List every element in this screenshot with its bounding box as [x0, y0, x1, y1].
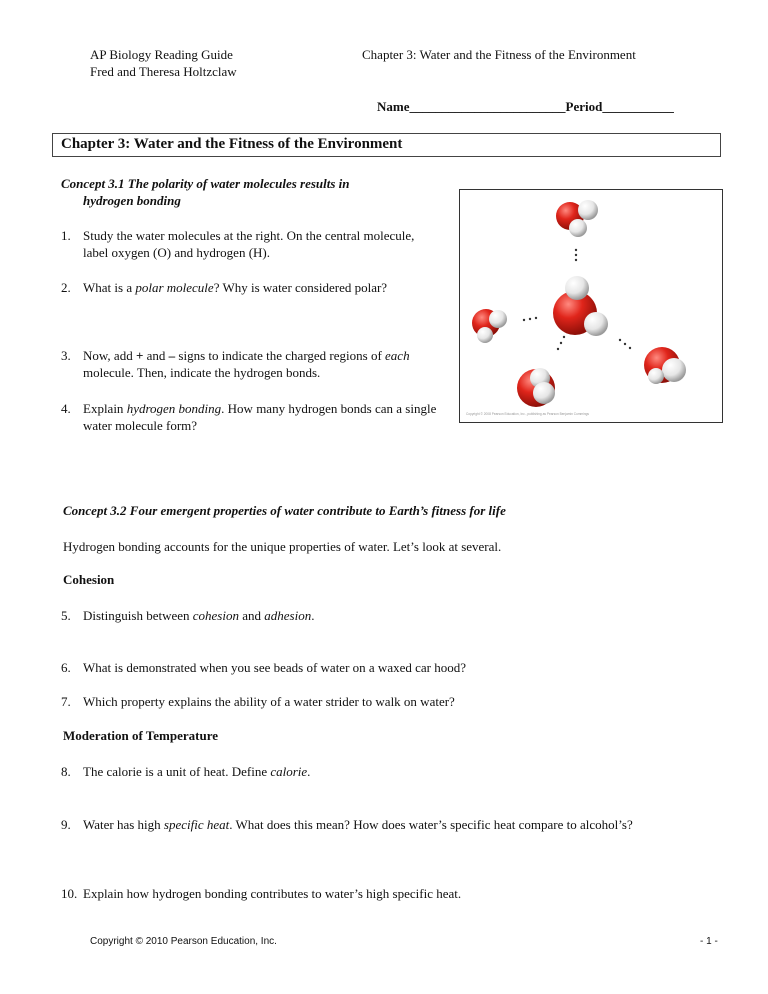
question-text: What is a polar molecule? Why is water considered polar? [83, 280, 388, 295]
water-molecule-left [472, 309, 507, 343]
water-molecules-illustration [460, 190, 722, 422]
concept-3-1-heading [61, 175, 441, 209]
question-number: 6. [61, 660, 71, 675]
question-number: 1. [61, 228, 71, 243]
concept-3-2-heading: Concept 3.2 Four emergent properties of water contribute to Earth’s fitness for life [63, 503, 506, 518]
concept-3-1-heading-line2: hydrogen bonding [83, 193, 181, 208]
question-9 [61, 816, 681, 833]
question-text: What is demonstrated when you see beads of water on a waxed car hood? [83, 660, 466, 675]
question-text: Explain how hydrogen bonding contributes to water’s high specific heat. [83, 886, 462, 901]
question-text: Distinguish between cohesion and adhesion. [83, 608, 315, 623]
page-number: - 1 - [700, 936, 718, 947]
period-label: Period [565, 99, 603, 114]
concept-3-1-heading-line1: Concept 3.1 The polarity of water molecules results in [61, 176, 350, 191]
chapter-title: Chapter 3: Water and the Fitness of the Environment [61, 136, 403, 152]
question-text: Now, add + and – signs to indicate the charged regions of each molecule. Then, indicate the hydrogen bonds. [83, 348, 410, 380]
question-number: 9. [61, 817, 71, 832]
question-4 [61, 400, 451, 434]
question-text: Study the water molecules at the right. On the central molecule, label oxygen (O) and hydrogen (H). [83, 228, 415, 260]
cohesion-subheading: Cohesion [63, 572, 115, 587]
chapter-title-box [52, 133, 721, 157]
question-text: Which property explains the ability of a water strider to walk on water? [83, 694, 455, 709]
question-number: 8. [61, 764, 71, 779]
question-10 [61, 885, 701, 902]
question-8 [61, 763, 701, 780]
name-label: Name [377, 99, 410, 114]
water-molecule-central[interactable] [553, 276, 608, 336]
question-number: 4. [61, 401, 71, 416]
question-2 [61, 279, 451, 296]
question-7 [61, 693, 701, 710]
question-5 [61, 607, 701, 624]
question-3 [61, 347, 441, 381]
water-molecule-top [556, 200, 598, 237]
water-molecules-figure [459, 189, 723, 423]
question-number: 2. [61, 280, 71, 295]
footer-copyright: Copyright © 2010 Pearson Education, Inc. [90, 936, 277, 947]
authors: Fred and Theresa Holtzclaw [90, 64, 237, 79]
question-number: 3. [61, 348, 71, 363]
period-blank[interactable]: ___________ [602, 99, 674, 114]
question-text: The calorie is a unit of heat. Define calorie. [83, 764, 311, 779]
moderation-subheading: Moderation of Temperature [63, 728, 219, 743]
question-text: Water has high specific heat. What does this mean? How does water’s specific heat compare to alcohol’s? [83, 817, 633, 832]
question-number: 7. [61, 694, 71, 709]
course-title: AP Biology Reading Guide [90, 47, 233, 62]
water-molecule-bottom [517, 368, 555, 407]
question-number: 5. [61, 608, 71, 623]
question-text: Explain hydrogen bonding. How many hydrogen bonds can a single water molecule form? [83, 401, 437, 433]
figure-caption: Copyright © 2008 Pearson Education, Inc., publishing as Pearson Benjamin Cummings [466, 412, 590, 416]
concept-3-2-intro: Hydrogen bonding accounts for the unique properties of water. Let’s look at several. [63, 539, 502, 554]
chapter-header: Chapter 3: Water and the Fitness of the Environment [362, 47, 636, 62]
name-period-line [377, 98, 674, 115]
question-6 [61, 659, 701, 676]
question-number: 10. [61, 886, 78, 901]
water-molecule-right [644, 347, 686, 384]
question-1 [61, 227, 421, 261]
name-blank[interactable]: ________________________ [409, 99, 566, 114]
